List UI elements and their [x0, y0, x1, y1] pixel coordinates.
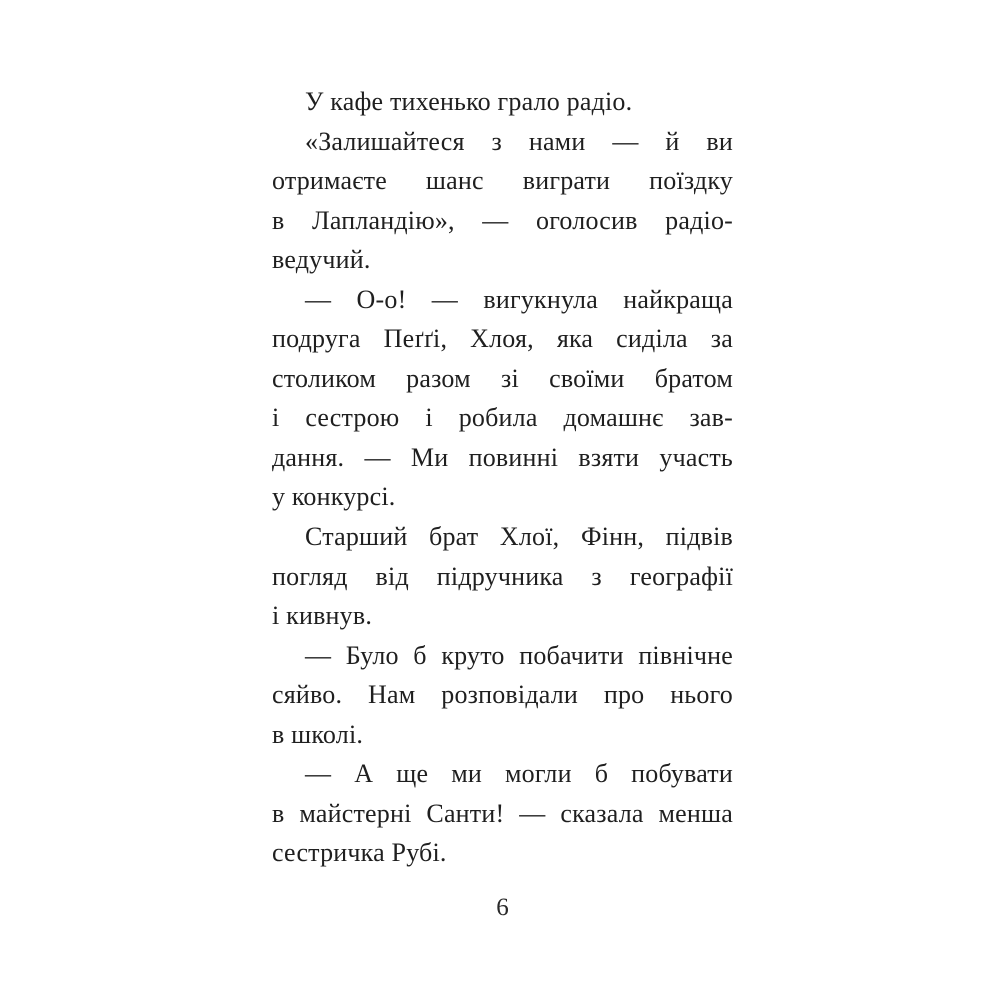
text-line: — А ще ми могли б побувати	[305, 759, 733, 789]
text-line: сестричка Рубі.	[272, 838, 447, 868]
text-line: — О-о! — вигукнула найкраща	[305, 284, 733, 314]
text-line: Старший брат Хлої, Фінн, підвів	[305, 522, 733, 552]
paragraph	[272, 280, 733, 517]
text-line: У кафе тихенько грало радіо.	[305, 87, 633, 116]
text-line: погляд від підручника з географії	[272, 561, 733, 591]
text-line: столиком разом зі своїми братом	[272, 363, 733, 393]
text-line: сяйво. Нам розповідали про нього	[272, 680, 733, 710]
text-line: у конкурсі.	[272, 482, 396, 512]
text-line: і кивнув.	[272, 601, 373, 631]
body-text	[272, 82, 733, 873]
paragraph	[272, 122, 733, 280]
paragraph	[272, 636, 733, 755]
text-line: в Лапландію», — оголосив радіо-	[272, 205, 733, 235]
paragraph	[272, 517, 733, 636]
page-number: 6	[496, 894, 509, 921]
text-line: в школі.	[272, 719, 364, 749]
text-line: і сестрою і робила домашнє зав-	[272, 403, 733, 433]
text-line: подруга Пеґґі, Хлоя, яка сиділа за	[272, 324, 733, 354]
text-line: — Було б круто побачити північне	[305, 640, 733, 670]
paragraph	[272, 754, 733, 873]
text-line: дання. — Ми повинні взяти участь	[272, 442, 733, 472]
text-line: «Залишайтеся з нами — й ви	[305, 126, 733, 156]
text-line: в майстерні Санти! — сказала менша	[272, 798, 733, 828]
paragraph	[272, 82, 733, 122]
text-line: ведучий.	[272, 245, 371, 275]
text-line: отримаєте шанс виграти поїздку	[272, 166, 733, 196]
